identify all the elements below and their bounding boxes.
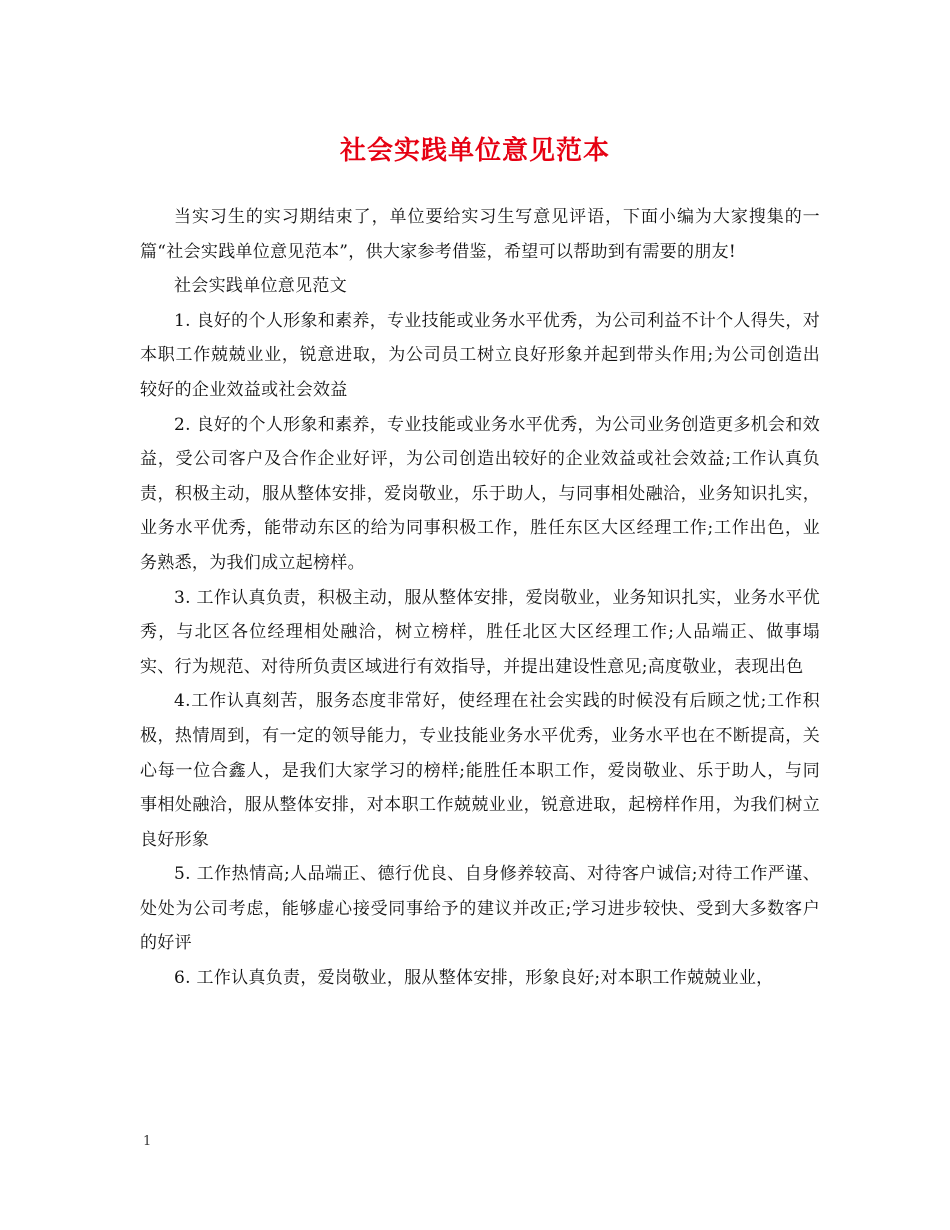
opinion-item-1: 1. 良好的个人形象和素养，专业技能或业务水平优秀，为公司利益不计个人得失，对本职工作兢兢业业，锐意进取，为公司员工树立良好形象并起到带头作用;为公司创造出较好的企业效益或社会效益 xyxy=(140,310,820,400)
opinion-item-4: 4.工作认真刻苦，服务态度非常好，使经理在社会实践的时候没有后顾之忧;工作积极，热情周到，有一定的领导能力，专业技能业务水平优秀，业务水平也在不断提高，关心每一位合鑫人，是我们大家学习的榜样;能胜任本职工作，爱岗敬业、乐于助人，与同事相处融洽，服从整体安排，对本职工作兢兢业业，锐意进取，起榜样作用，为我们树立良好形象 xyxy=(140,691,820,850)
opinion-item-3: 3. 工作认真负责，积极主动，服从整体安排，爱岗敬业，业务知识扎实，业务水平优秀，与北区各位经理相处融洽，树立榜样，胜任北区大区经理工作;人品端正、做事塌实、行为规范、对待所负责区域进行有效指导，并提出建设性意见;高度敬业，表现出色 xyxy=(140,587,820,677)
page-number: 1 xyxy=(143,1134,152,1149)
intro-paragraph: 当实习生的实习期结束了，单位要给实习生写意见评语，下面小编为大家搜集的一篇“社会实践单位意见范本”，供大家参考借鉴，希望可以帮助到有需要的朋友! xyxy=(140,207,820,262)
document-body xyxy=(140,200,820,996)
opinion-item-5: 5. 工作热情高;人品端正、德行优良、自身修养较高、对待客户诚信;对待工作严谨、处处为公司考虑，能够虚心接受同事给予的建议并改正;学习进步较快、受到大多数客户的好评 xyxy=(140,864,820,954)
section-heading: 社会实践单位意见范文 xyxy=(174,276,347,297)
document-title: 社会实践单位意见范本 xyxy=(339,136,610,166)
opinion-item-2: 2. 良好的个人形象和素养，专业技能或业务水平优秀，为公司业务创造更多机会和效益，受公司客户及合作企业好评，为公司创造出较好的企业效益或社会效益;工作认真负责，积极主动，服从整体安排，爱岗敬业，乐于助人，与同事相处融洽，业务知识扎实，业务水平优秀，能带动东区的给为同事积极工作，胜任东区大区经理工作;工作出色，业务熟悉，为我们成立起榜样。 xyxy=(140,414,820,573)
opinion-item-6: 6. 工作认真负责，爱岗敬业，服从整体安排，形象良好;对本职工作兢兢业业， xyxy=(174,968,774,989)
